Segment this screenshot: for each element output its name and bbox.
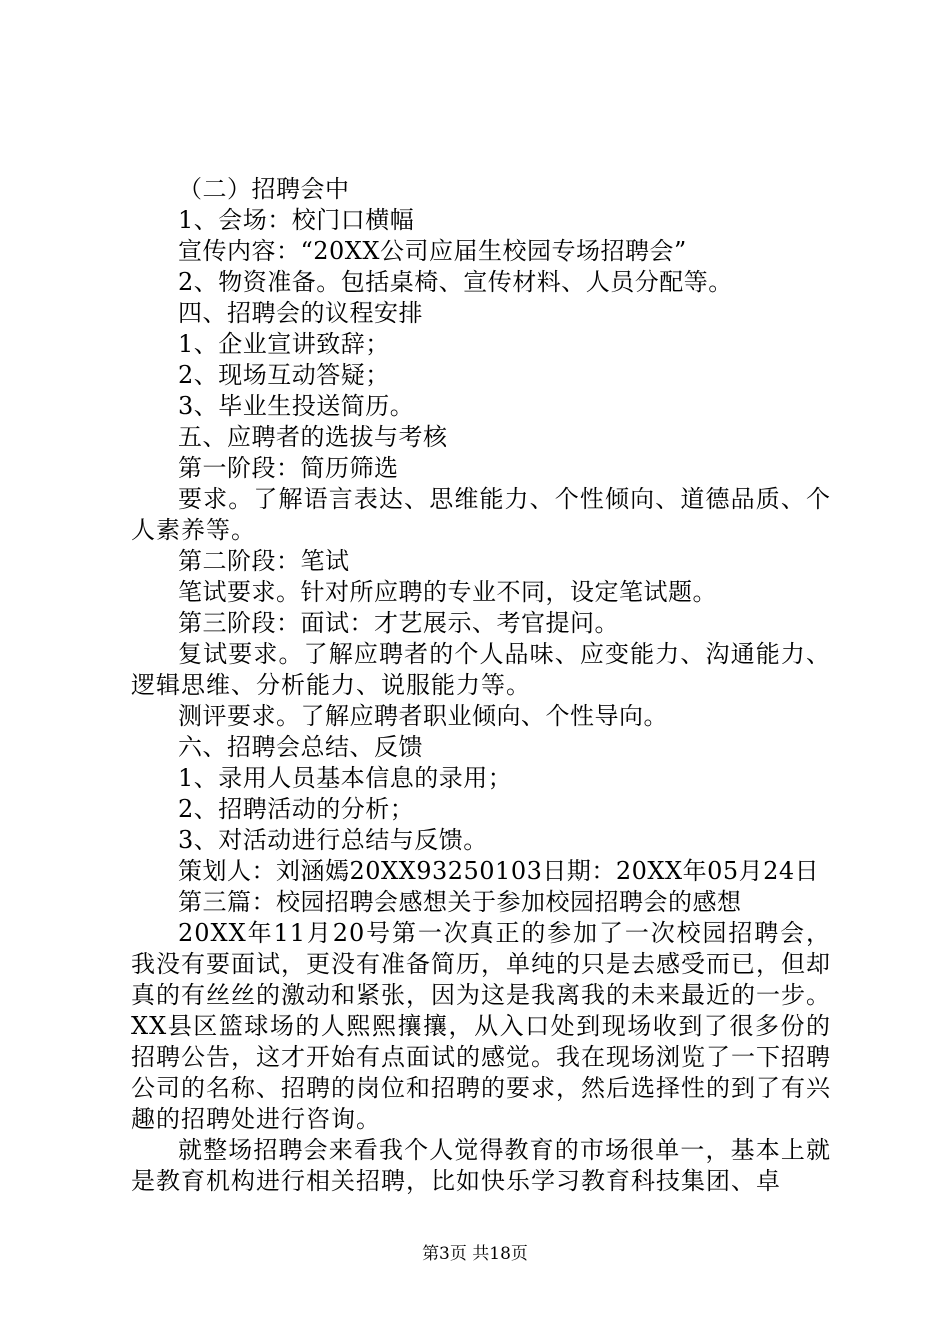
paragraph: 2、现场互动答疑； xyxy=(178,361,390,389)
paragraph: 第二阶段：笔试 xyxy=(178,547,350,575)
paragraph: （二）招聘会中 xyxy=(178,175,350,203)
paragraph: 3、毕业生投送简历。 xyxy=(178,392,415,420)
paragraph: 2、物资准备。包括桌椅、宣传材料、人员分配等。 xyxy=(178,268,733,296)
section-heading: 五、应聘者的选拔与考核 xyxy=(178,423,448,451)
paragraph: 第一阶段：简历筛选 xyxy=(178,454,399,482)
section-heading: 四、招聘会的议程安排 xyxy=(178,299,423,327)
planner-signature: 策划人：刘涵嫣20XX93250103日期：20XX年05月24日 xyxy=(178,857,820,885)
paragraph: 笔试要求。针对所应聘的专业不同，设定笔试题。 xyxy=(178,578,717,606)
document-body xyxy=(131,174,831,1197)
paragraph: 1、会场：校门口横幅 xyxy=(178,206,415,234)
paragraph: 3、对活动进行总结与反馈。 xyxy=(178,826,488,854)
paragraph: 2、招聘活动的分析； xyxy=(178,795,415,823)
page-footer: 第3页 共18页 xyxy=(422,1244,528,1264)
paragraph: 测评要求。了解应聘者职业倾向、个性导向。 xyxy=(178,702,668,730)
paragraph: 1、录用人员基本信息的录用； xyxy=(178,764,513,792)
paragraph: 第三阶段：面试：才艺展示、考官提问。 xyxy=(178,609,619,637)
paragraph: 1、企业宣讲致辞； xyxy=(178,330,390,358)
paragraph: 宣传内容：“20XX公司应届生校园专场招聘会” xyxy=(178,237,687,265)
paragraph: 复试要求。了解应聘者的个人品味、应变能力、沟通能力、逻辑思维、分析能力、说服能力等。 xyxy=(131,640,831,699)
section-heading: 六、招聘会总结、反馈 xyxy=(178,733,423,761)
paragraph: 就整场招聘会来看我个人觉得教育的市场很单一，基本上就是教育机构进行相关招聘，比如快乐学习教育科技集团、卓 xyxy=(131,1136,831,1195)
paragraph: 要求。了解语言表达、思维能力、个性倾向、道德品质、个人素养等。 xyxy=(131,485,831,544)
article-title: 第三篇：校园招聘会感想关于参加校园招聘会的感想 xyxy=(178,888,742,916)
paragraph: 20XX年11月20号第一次真正的参加了一次校园招聘会，我没有要面试，更没有准备简历，单纯的只是去感受而已，但却真的有丝丝的激动和紧张，因为这是我离我的未来最近的一步。XX县区篮球场的人熙熙攘攘，从入口处到现场收到了很多份的招聘公告，这才开始有点面试的感觉。我在现场浏览了一下招聘公司的名称、招聘的岗位和招聘的要求，然后选择性的到了有兴趣的招聘处进行咨询。 xyxy=(131,919,831,1133)
